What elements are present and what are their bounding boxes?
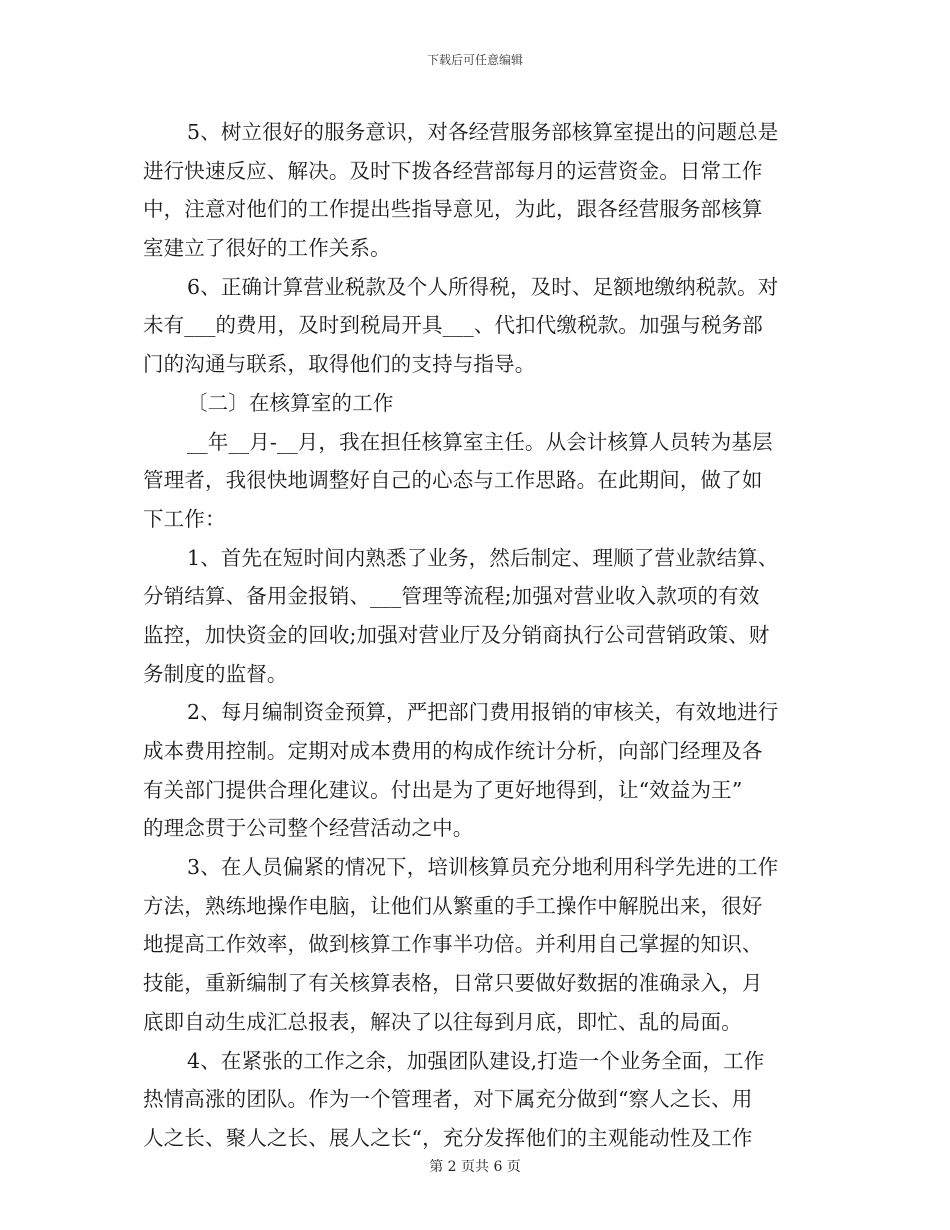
paragraph-line: 的理念贯于公司整个经营活动之中。 — [143, 816, 474, 841]
paragraph-line: 4、在紧张的工作之余，加强团队建设,打造一个业务全面，工作 — [187, 1048, 765, 1073]
paragraph-line: 地提高工作效率，做到核算工作事半功倍。并利用自己掌握的知识、 — [143, 932, 763, 957]
paragraph-line: 门的沟通与联系，取得他们的支持与指导。 — [143, 352, 536, 377]
paragraph-line: 方法，熟练地操作电脑，让他们从繁重的手工操作中解脱出来，很好 — [143, 893, 763, 918]
paragraph-line: 下工作： — [143, 506, 226, 531]
paragraph-line: 3、在人员偏紧的情况下，培训核算员充分地利用科学先进的工作 — [187, 855, 779, 880]
paragraph-line: 人之长、聚人之长、展人之长“，充分发挥他们的主观能动性及工作 — [143, 1125, 753, 1150]
paragraph-line: 有关部门提供合理化建议。付出是为了更好地得到，让“效益为王” — [143, 777, 743, 802]
paragraph-line: __年__月-__月，我在担任核算室主任。从会计核算人员转为基层 — [187, 429, 773, 454]
paragraph-3 — [143, 848, 811, 1041]
paragraph-2 — [143, 693, 811, 848]
paragraph-line: 务制度的监督。 — [143, 661, 288, 686]
paragraph-line: 6、正确计算营业税款及个人所得税，及时、足额地缴纳税款。对 — [187, 274, 779, 299]
paragraph-line: 5、树立很好的服务意识，对各经营服务部核算室提出的问题总是 — [187, 120, 779, 144]
paragraph-line: 未有___的费用，及时到税局开具___、代扣代缴税款。加强与税务部 — [143, 313, 763, 338]
paragraph-line: 成本费用控制。定期对成本费用的构成作统计分析，向部门经理及各 — [143, 739, 763, 763]
paragraph-intro — [143, 423, 811, 539]
document-body — [143, 113, 811, 1158]
paragraph-line: 进行快速反应、解决。及时下拨各经营部每月的运营资金。日常工作 — [143, 158, 763, 183]
paragraph-line: 管理者，我很快地调整好自己的心态与工作思路。在此期间，做了如 — [143, 468, 763, 493]
section-heading-line: 〔二〕在核算室的工作 — [187, 390, 394, 415]
paragraph-4 — [143, 1042, 811, 1158]
paragraph-line: 中，注意对他们的工作提出些指导意见，为此，跟各经营服务部核算 — [143, 197, 763, 222]
paragraph-line: 1、首先在短时间内熟悉了业务，然后制定、理顺了营业款结算、 — [187, 545, 779, 570]
page-header: 下载后可任意编辑 — [426, 53, 523, 67]
section-heading — [143, 384, 811, 423]
paragraph-line: 监控，加快资金的回收;加强对营业厅及分销商执行公司营销政策、财 — [143, 622, 770, 647]
paragraph-line: 分销结算、备用金报销、___管理等流程;加强对营业收入款项的有效 — [143, 584, 760, 609]
paragraph-line: 技能，重新编制了有关核算表格，日常只要做好数据的准确录入，月 — [143, 971, 763, 996]
paragraph-line: 2、每月编制资金预算，严把部门费用报销的审核关，有效地进行 — [187, 700, 779, 725]
paragraph-5 — [143, 113, 811, 268]
paragraph-line: 室建立了很好的工作关系。 — [143, 236, 391, 261]
paragraph-line: 热情高涨的团队。作为一个管理者，对下属充分做到“察人之长、用 — [143, 1087, 753, 1112]
paragraph-line: 底即自动生成汇总报表，解决了以往每到月底，即忙、乱的局面。 — [143, 1009, 742, 1034]
page-footer: 第 2 页共 6 页 — [429, 1159, 521, 1175]
paragraph-1 — [143, 539, 811, 694]
paragraph-6 — [143, 268, 811, 384]
